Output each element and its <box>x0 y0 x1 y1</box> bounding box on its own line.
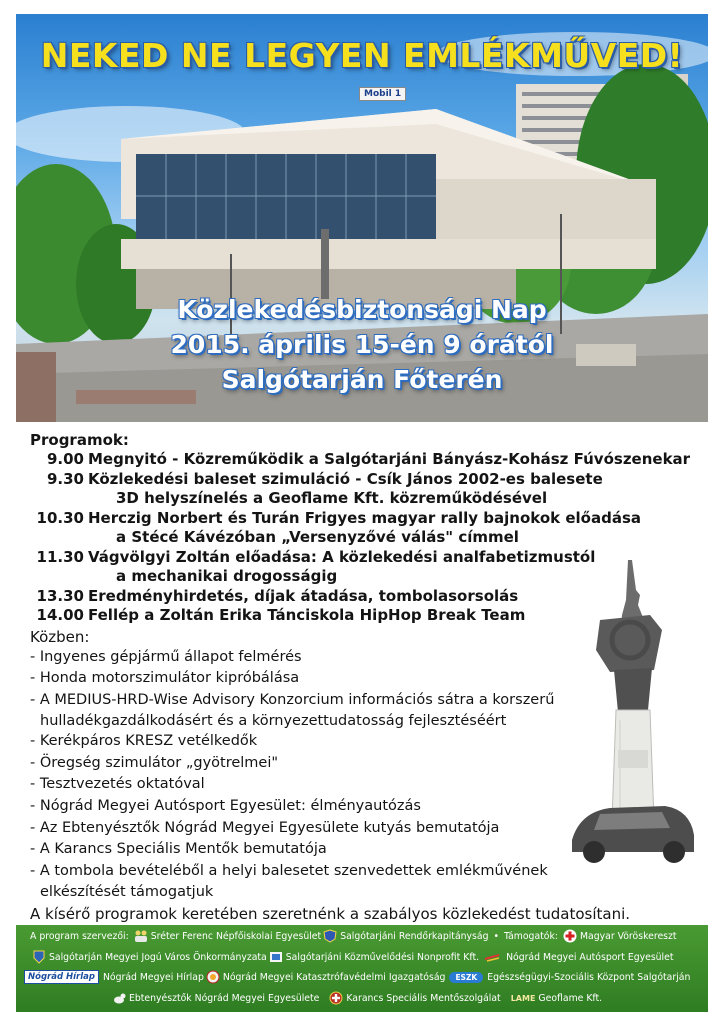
org-sreter: Sréter Ferenc Népfőiskolai Egyesület <box>150 930 322 942</box>
org-culture: Salgótarjáni Közművelődési Nonprofit Kft. <box>285 951 480 963</box>
monument-statue-image <box>570 560 700 870</box>
program-time: 11.30 <box>36 547 84 566</box>
list-item-text: - Nógrád Megyei Autósport Egyesület: élményautózás <box>30 798 421 815</box>
list-item-text: - Öregség szimulátor „gyötrelmei" <box>30 754 279 771</box>
closing-statement: A kísérő programok keretében szeretnénk a szabályos közlekedést tudatosítani. <box>30 905 631 924</box>
program-time: 9.30 <box>46 469 84 488</box>
program-title: Eredményhirdetés, díjak átadása, tombolasorsolás <box>88 586 519 605</box>
culture-logo-icon <box>269 950 283 964</box>
list-item-text: - A MEDIUS-HRD-Wise Advisory Konzorcium információs sátra a korszerű <box>30 691 555 708</box>
org-autosport: Nógrád Megyei Autósport Egyesület <box>506 951 674 963</box>
event-title: Közlekedésbiztonsági Nap <box>177 295 547 324</box>
eszk-logo: ESZK <box>449 972 483 983</box>
program-heading: Programok: <box>30 431 129 449</box>
org-dog-breeders: Ebtenyésztők Nógrád Megyei Egyesülete <box>129 992 320 1004</box>
org-red-cross: Magyar Vöröskereszt <box>580 930 677 942</box>
org-geoflame: Geoflame Kft. <box>538 992 603 1004</box>
org-hirlap: Nógrád Megyei Hírlap <box>102 971 204 983</box>
footer-row-3 <box>24 970 708 984</box>
org-city: Salgótarján Megyei Jogú Város Önkormányzata <box>49 951 267 963</box>
program-subline: a mechanikai drogosságig <box>116 567 338 585</box>
rescue-emblem-icon <box>329 991 343 1005</box>
program-title: Közlekedési baleset szimuláció - Csík János 2002-es balesete <box>88 469 603 488</box>
list-item-text: - Ingyenes gépjármű állapot felmérés <box>30 648 302 665</box>
event-place: Salgótarján Főterén <box>221 365 503 394</box>
program-title: Vágvölgyi Zoltán előadása: A közlekedési analfabetizmustól <box>88 547 596 566</box>
program-text <box>88 509 710 548</box>
footer-row-4 <box>110 991 708 1005</box>
red-cross-icon <box>563 929 577 943</box>
program-text <box>88 450 710 470</box>
building-sign: Mobil 1 <box>359 87 406 101</box>
program-title: Megnyitó - Közreműködik a Salgótarjáni Bányász-Kohász Fúvószenekar <box>88 450 691 468</box>
program-item <box>30 470 710 509</box>
list-item-continuation: elkészítését támogatjuk <box>40 884 214 901</box>
program-time: 14.00 <box>36 606 84 624</box>
autosport-logo-icon <box>481 950 503 964</box>
org-disaster: Nógrád Megyei Katasztrófavédelmi Igazgatóság <box>222 971 446 983</box>
dog-icon <box>112 991 126 1005</box>
event-info <box>16 292 708 397</box>
list-item-text: - A tombola bevételéből a helyi balesetet szenvedettek emlékművének <box>30 862 548 879</box>
program-item <box>30 450 710 470</box>
organizer-label: A program szervezői: <box>30 930 129 942</box>
list-item-text: - Kerékpáros KRESZ vetélkedők <box>30 733 258 750</box>
program-time: 13.30 <box>36 586 84 605</box>
program-item <box>30 509 710 548</box>
event-date: 2015. április 15-én 9 órától <box>170 330 554 359</box>
program-title: Herczig Norbert és Turán Frigyes magyar rally bajnokok előadása <box>88 508 642 527</box>
program-subline: a Stécé Kávézóban „Versenyzővé válás" címmel <box>116 528 519 546</box>
geoflame-logo: LAME <box>510 993 536 1003</box>
people-icon <box>134 929 148 943</box>
sponsor-label: Támogatók: <box>503 930 558 942</box>
list-item-text: - Tesztvezetés oktatóval <box>30 776 205 793</box>
sponsors-footer <box>16 925 708 1012</box>
city-crest-icon <box>32 950 46 964</box>
hero-image <box>16 14 708 422</box>
hirlap-logo: Nógrád Hírlap <box>24 970 99 984</box>
program-subline: 3D helyszínelés a Geoflame Kft. közreműködésével <box>116 489 548 507</box>
list-item-text: - Az Ebtenyésztők Nógrád Megyei Egyesülete kutyás bemutatója <box>30 819 500 836</box>
poster-headline: NEKED NE LEGYEN EMLÉKMŰVED! <box>40 36 684 75</box>
meanwhile-heading: Közben: <box>30 627 90 646</box>
footer-row-2 <box>30 950 708 964</box>
list-item-text: - Honda motorszimulátor kipróbálása <box>30 670 300 687</box>
org-rescue: Karancs Speciális Mentőszolgálat <box>346 992 501 1004</box>
program-text <box>88 470 710 509</box>
list-item-continuation: hulladékgazdálkodásért és a környezettudatosság fejlesztéséért <box>40 713 507 730</box>
list-item-text: - A Karancs Speciális Mentők bemutatója <box>30 841 327 858</box>
police-badge-icon <box>323 929 337 943</box>
footer-row-organizers: A program szervezői: Sréter Ferenc Népfőiskolai Egyesület Salgótarjáni Rendőrkapitányság • Támogatók: Magyar Vöröskereszt <box>30 930 677 942</box>
program-title: Fellép a Zoltán Erika Tánciskola HipHop Break Team <box>88 606 526 624</box>
org-eszk: Egészségügyi-Szociális Központ Salgótarján <box>487 971 691 983</box>
program-time: 9.00 <box>46 450 84 468</box>
disaster-management-icon <box>206 970 220 984</box>
program-time: 10.30 <box>36 508 84 527</box>
org-police: Salgótarjáni Rendőrkapitányság <box>340 930 489 942</box>
